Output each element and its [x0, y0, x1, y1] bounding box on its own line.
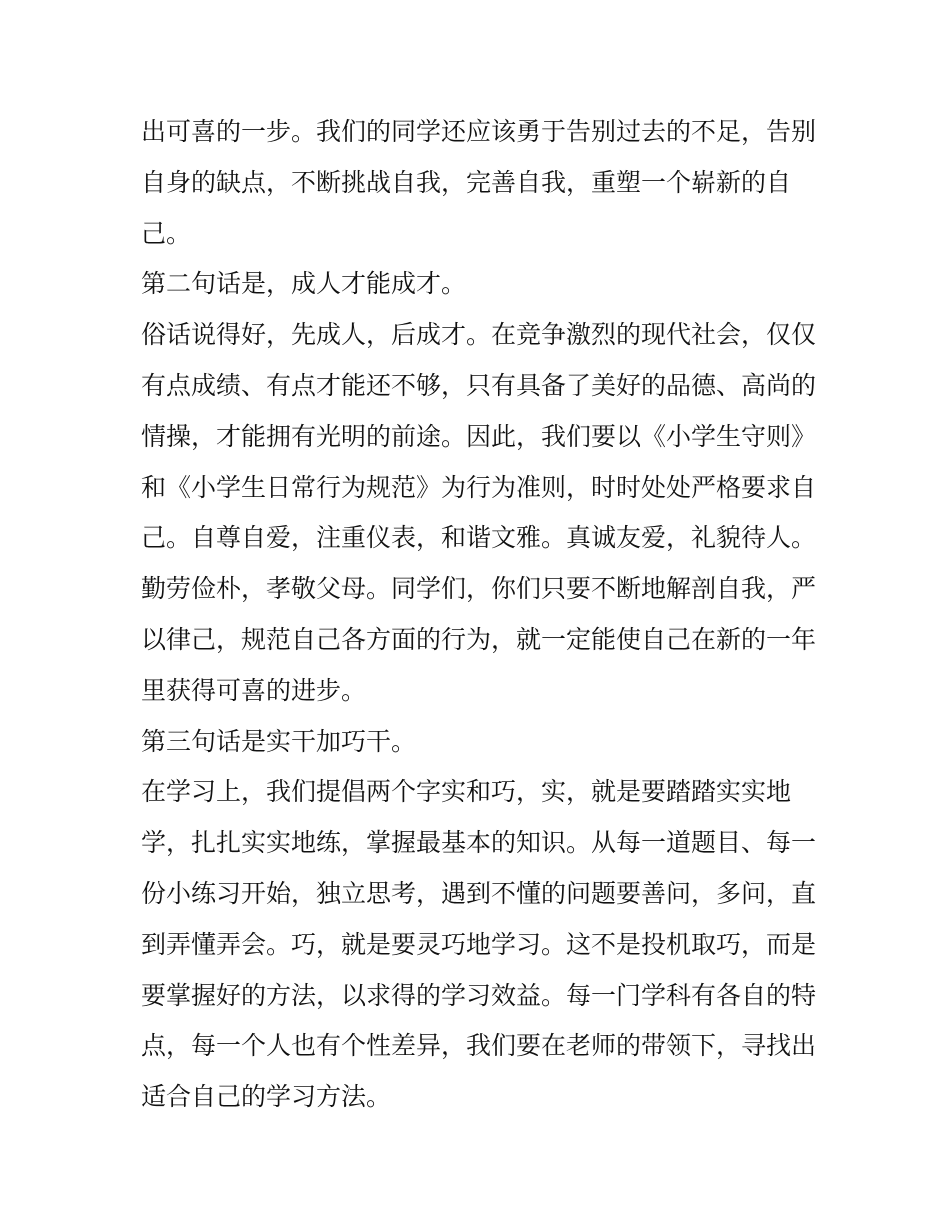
section-heading: 第二句话是，成人才能成才。	[141, 269, 467, 299]
text-line: 己。	[141, 218, 192, 248]
text-line: 学，扎扎实实地练，掌握最基本的知识。从每一道题目、每一	[141, 828, 816, 858]
text-line: 点，每一个人也有个性差异，我们要在老师的带领下，寻找出	[141, 1031, 816, 1061]
section-heading: 第三句话是实干加巧干。	[141, 726, 417, 756]
text-line: 自身的缺点，不断挑战自我，完善自我，重塑一个崭新的自	[141, 167, 792, 197]
document-body	[141, 107, 816, 1123]
text-line: 到弄懂弄会。巧，就是要灵巧地学习。这不是投机取巧，而是	[141, 929, 816, 959]
text-line: 俗话说得好，先成人，后成才。在竞争激烈的现代社会，仅仅	[141, 320, 816, 350]
text-line: 有点成绩、有点才能还不够，只有具备了美好的品德、高尚的	[141, 370, 816, 400]
text-line: 出可喜的一步。我们的同学还应该勇于告别过去的不足，告别	[141, 117, 816, 146]
text-line: 和《小学生日常行为规范》为行为准则，时时处处严格要求自	[141, 472, 816, 502]
text-line: 份小练习开始，独立思考，遇到不懂的问题要善问，多问，直	[141, 878, 816, 908]
text-line: 要掌握好的方法，以求得的学习效益。每一门学科有各自的特	[141, 980, 816, 1010]
text-line: 在学习上，我们提倡两个字实和巧，实，就是要踏踏实实地	[141, 777, 792, 807]
text-line: 勤劳俭朴，孝敬父母。同学们，你们只要不断地解剖自我，严	[141, 574, 816, 604]
text-line: 己。自尊自爱，注重仪表，和谐文雅。真诚友爱，礼貌待人。	[141, 523, 816, 553]
text-line: 以律己，规范自己各方面的行为，就一定能使自己在新的一年	[141, 624, 816, 654]
text-line: 适合自己的学习方法。	[141, 1082, 392, 1112]
text-line: 情操，才能拥有光明的前途。因此，我们要以《小学生守则》	[141, 421, 816, 451]
text-line: 里获得可喜的进步。	[141, 675, 367, 705]
